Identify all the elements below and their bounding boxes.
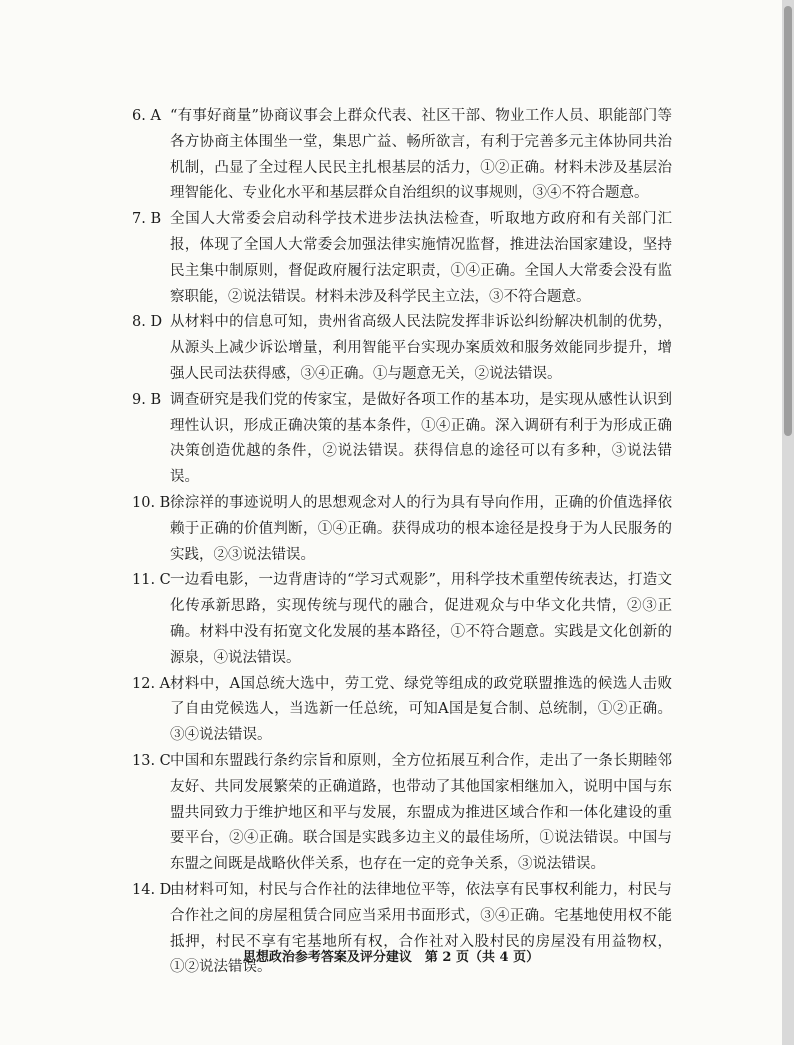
answer-item-14 — [132, 878, 672, 981]
answer-number: 12. A — [132, 675, 171, 692]
answer-text: 全国人大常委会启动科学技术进步法执法检查，听取地方政府和有关部门汇报，体现了全国人大常委会加强法律实施情况监督，推进法治国家建设，坚持民主集中制原则，督促政府履行法定职责，①④正确。全国人大常委会没有监察职能，②说法错误。材料未涉及科学民主立法，③不符合题意。 — [170, 211, 672, 305]
answer-item-13 — [132, 749, 672, 878]
answer-text: “有事好商量”协商议事会上群众代表、社区干部、物业工作人员、职能部门等各方协商主体围坐一堂，集思广益、畅所欲言，有利于完善多元主体协同共治机制，凸显了全过程人民民主扎根基层的活力，①②正确。材料未涉及基层治理智能化、专业化水平和基层群众自治组织的议事规则，③④不符合题意。 — [170, 108, 672, 202]
answer-text: 中国和东盟践行条约宗旨和原则，全方位拓展互利合作，走出了一条长期睦邻友好、共同发展繁荣的正确道路，也带动了其他国家相继加入，说明中国与东盟共同致力于维护地区和平与发展，东盟成为推进区域合作和一体化建设的重要平台，②④正确。联合国是实践多边主义的最佳场所，①说法错误。中国与东盟之间既是战略伙伴关系，也存在一定的竞争关系，③说法错误。 — [170, 752, 672, 873]
answer-text: 由材料可知，村民与合作社的法律地位平等，依法享有民事权利能力，村民与合作社之间的房屋租赁合同应当采用书面形式，③④正确。宅基地使用权不能抵押，村民不享有宅基地所有权，合作社对入股村民的房屋没有用益物权，①②说法错误。 — [170, 881, 672, 976]
answer-item-11 — [132, 568, 672, 671]
answer-number: 8. D — [132, 314, 163, 331]
answer-item-12 — [132, 672, 672, 749]
page-footer: 思想政治参考答案及评分建议 第 2 页（共 4 页） — [242, 950, 540, 965]
answer-text: 一边看电影，一边背唐诗的“学习式观影”，用科学技术重塑传统表达，打造文化传承新思路，实现传统与现代的融合，促进观众与中华文化共情，②③正确。材料中没有拓宽文化发展的基本路径，①不符合题意。实践是文化创新的源泉，④说法错误。 — [170, 572, 672, 666]
answer-list — [132, 104, 672, 981]
answer-item-9 — [132, 388, 672, 491]
answer-text: 从材料中的信息可知，贵州省高级人民法院发挥非诉讼纠纷解决机制的优势，从源头上减少诉讼增量，利用智能平台实现办案质效和服务效能同步提升，增强人民司法获得感，③④正确。①与题意无关，②说法错误。 — [170, 314, 672, 382]
answer-number: 6. A — [132, 108, 161, 124]
scrollbar-thumb[interactable] — [784, 6, 792, 436]
answer-number: 10. B — [132, 494, 171, 511]
answer-item-10 — [132, 491, 672, 568]
answer-item-8 — [132, 310, 672, 387]
answer-number: 7. B — [132, 211, 162, 228]
answer-item-7 — [132, 207, 672, 310]
answer-item-6 — [132, 104, 672, 207]
answer-number: 13. C — [132, 752, 171, 769]
vertical-scrollbar[interactable] — [782, 0, 794, 1045]
answer-text: 调查研究是我们党的传家宝，是做好各项工作的基本功，是实现从感性认识到理性认识，形成正确决策的基本条件，①④正确。深入调研有利于为形成正确决策创造优越的条件，②说法错误。获得信息的途径可以有多种，③说法错误。 — [170, 391, 672, 486]
answer-number: 9. B — [132, 391, 162, 408]
answer-number: 14. D — [132, 881, 172, 898]
answer-text: 材料中，A国总统大选中，劳工党、绿党等组成的政党联盟推选的候选人击败了自由党候选人，当选新一任总统，可知A国是复合制、总统制，①②正确。③④说法错误。 — [170, 675, 672, 744]
answer-number: 11. C — [132, 572, 171, 589]
answer-text: 徐淙祥的事迹说明人的思想观念对人的行为具有导向作用，正确的价值选择依赖于正确的价值判断，①④正确。获得成功的根本途径是投身于为人民服务的实践，②③说法错误。 — [170, 494, 672, 563]
